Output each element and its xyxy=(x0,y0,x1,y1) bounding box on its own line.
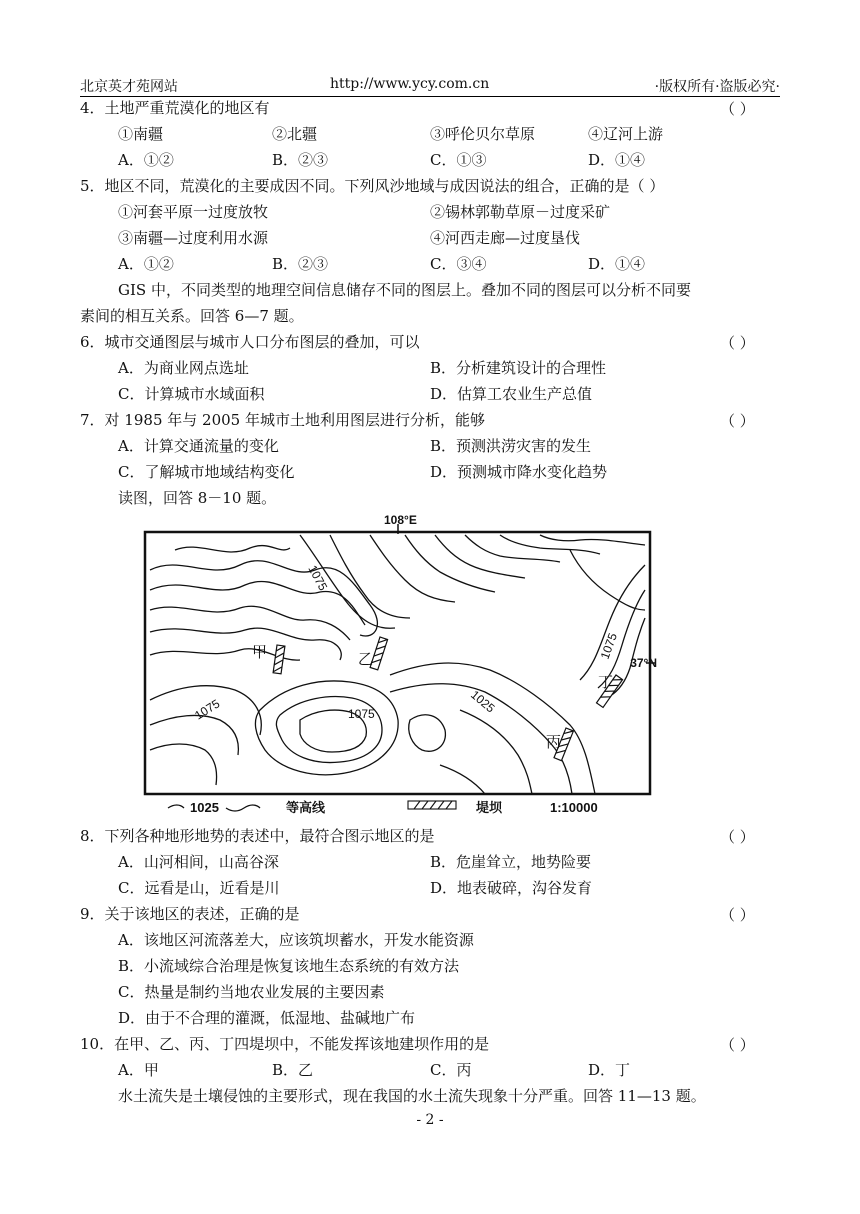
q5-option-d: D．①④ xyxy=(588,255,646,273)
dam-label-jia: 甲 xyxy=(252,643,268,661)
q5-option-c: C．③④ xyxy=(430,255,487,273)
q4-option-d: D．①④ xyxy=(588,151,646,169)
header-copyright: ·版权所有·盗版必究· xyxy=(654,79,780,95)
contour-line xyxy=(150,582,365,625)
contour-line xyxy=(175,546,290,552)
q6-option-b: B．分析建筑设计的合理性 xyxy=(430,359,607,377)
q5-item-2: ②锡林郭勒草原－过度采矿 xyxy=(430,203,611,221)
longitude-label: 108°E xyxy=(384,513,417,527)
q5-item-4: ④河西走廊—过度垦伐 xyxy=(430,229,581,247)
q5-stem: 5．地区不同，荒漠化的主要成因不同。下列风沙地域与成因说法的组合，正确的是（ ） xyxy=(80,177,665,195)
dam-jia-symbol xyxy=(273,645,285,674)
q8-option-a: A．山河相间，山高谷深 xyxy=(118,853,279,871)
contour-line xyxy=(440,765,485,794)
q10-option-a: A．甲 xyxy=(118,1061,159,1079)
q6-stem: 6．城市交通图层与城市人口分布图层的叠加，可以 xyxy=(80,333,420,351)
q9-option-b: B．小流域综合治理是恢复该地生态系统的有效方法 xyxy=(118,957,460,975)
q8-option-c: C．远看是山，近看是川 xyxy=(118,879,280,897)
dam-label-ding: 丁 xyxy=(598,673,614,691)
q7-option-c: C．了解城市地域结构变化 xyxy=(118,463,295,481)
q4-item-3: ③呼伦贝尔草原 xyxy=(430,125,536,143)
q6-option-a: A．为商业网点选址 xyxy=(118,359,249,377)
page-number: - 2 - xyxy=(416,1112,444,1128)
q4-stem: 4．土地严重荒漠化的地区有 xyxy=(80,99,270,117)
page-header xyxy=(80,74,780,97)
contour-label-1075-center: 1075 xyxy=(348,707,375,721)
contour-line xyxy=(150,744,217,785)
map-scale: 1:10000 xyxy=(550,800,598,815)
latitude-label: 37°N xyxy=(630,656,657,670)
q4-item-4: ④辽河上游 xyxy=(588,125,664,143)
q10-option-c: C．丙 xyxy=(430,1061,472,1079)
contour-line xyxy=(150,606,350,640)
q8-stem: 8．下列各种地形地势的表述中，最符合图示地区的是 xyxy=(80,827,435,845)
legend-contour-label: 等高线 xyxy=(286,800,326,815)
header-url[interactable]: http://www.ycy.com.cn xyxy=(330,76,490,92)
header-site-name: 北京英才苑网站 xyxy=(80,79,178,95)
q10-option-d: D．丁 xyxy=(588,1061,631,1079)
closing-intro: 水土流失是土壤侵蚀的主要形式，现在我国的水土流失现象十分严重。回答 11—13 题。 xyxy=(118,1087,706,1105)
legend-dam-symbol xyxy=(408,801,456,809)
q8-option-b: B．危崖耸立，地势险要 xyxy=(430,853,592,871)
gis-intro-line-2: 素间的相互关系。回答 6—7 题。 xyxy=(80,307,304,325)
dam-label-bing: 丙 xyxy=(546,733,562,751)
contour-map xyxy=(140,510,660,815)
q9-option-d: D．由于不合理的灌溉，低湿地、盐碱地广布 xyxy=(118,1009,416,1027)
q10-option-b: B．乙 xyxy=(272,1061,314,1079)
q8-answer-paren: （ ） xyxy=(720,828,755,846)
contour-label-1025: 1025 xyxy=(468,687,498,716)
legend-contour-line-left xyxy=(168,805,184,808)
dam-label-yi: 乙 xyxy=(358,650,374,668)
q4-item-2: ②北疆 xyxy=(272,125,318,143)
q5-option-a: A．①② xyxy=(118,255,174,273)
contour-label-1075-top: 1075 xyxy=(305,562,331,593)
q4-item-1: ①南疆 xyxy=(118,125,164,143)
q8-option-d: D．地表破碎，沟谷发育 xyxy=(430,879,593,897)
contour-label-1075-left: 1075 xyxy=(192,696,223,723)
q4-option-a: A．①② xyxy=(118,151,174,169)
q9-option-a: A．该地区河流落差大，应该筑坝蓄水，开发水能资源 xyxy=(118,931,474,949)
q9-option-c: C．热量是制约当地农业发展的主要因素 xyxy=(118,983,385,1001)
map-intro: 读图，回答 8－10 题。 xyxy=(118,489,277,507)
contour-line xyxy=(150,628,341,660)
q7-option-b: B．预测洪涝灾害的发生 xyxy=(430,437,592,455)
contour-line xyxy=(500,535,600,554)
q6-option-d: D．估算工农业生产总值 xyxy=(430,385,593,403)
q4-option-c: C．①③ xyxy=(430,151,487,169)
contour-line xyxy=(405,535,495,592)
contour-line xyxy=(150,715,238,755)
legend-contour-value: 1025 xyxy=(190,800,219,815)
q5-item-3: ③南疆—过度利用水源 xyxy=(118,229,269,247)
contour-line xyxy=(540,535,645,545)
q7-stem: 7．对 1985 年与 2005 年城市土地利用图层进行分析，能够 xyxy=(80,411,485,429)
contour-label-1075-right: 1075 xyxy=(597,631,620,662)
q9-stem: 9．关于该地区的表述，正确的是 xyxy=(80,905,300,923)
q5-option-b: B．②③ xyxy=(272,255,329,273)
q4-answer-paren: （ ） xyxy=(720,100,755,118)
q7-option-d: D．预测城市降水变化趋势 xyxy=(430,463,608,481)
q7-answer-paren: （ ） xyxy=(720,412,755,430)
q5-item-1: ①河套平原一过度放牧 xyxy=(118,203,269,221)
q7-option-a: A．计算交通流量的变化 xyxy=(118,437,279,455)
q6-option-c: C．计算城市水域面积 xyxy=(118,385,265,403)
gis-intro-line-1: GIS 中，不同类型的地理空间信息储存不同的图层上。叠加不同的图层可以分析不同要 xyxy=(118,281,691,299)
q10-stem: 10．在甲、乙、丙、丁四堤坝中，不能发挥该地建坝作用的是 xyxy=(80,1035,490,1053)
legend-contour-line-right xyxy=(226,805,260,811)
q6-answer-paren: （ ） xyxy=(720,334,755,352)
q10-answer-paren: （ ） xyxy=(720,1036,755,1054)
q9-answer-paren: （ ） xyxy=(720,906,755,924)
contour-line xyxy=(409,715,446,752)
legend-dam-label: 堤坝 xyxy=(476,800,503,815)
q4-option-b: B．②③ xyxy=(272,151,329,169)
contour-line xyxy=(570,550,645,610)
